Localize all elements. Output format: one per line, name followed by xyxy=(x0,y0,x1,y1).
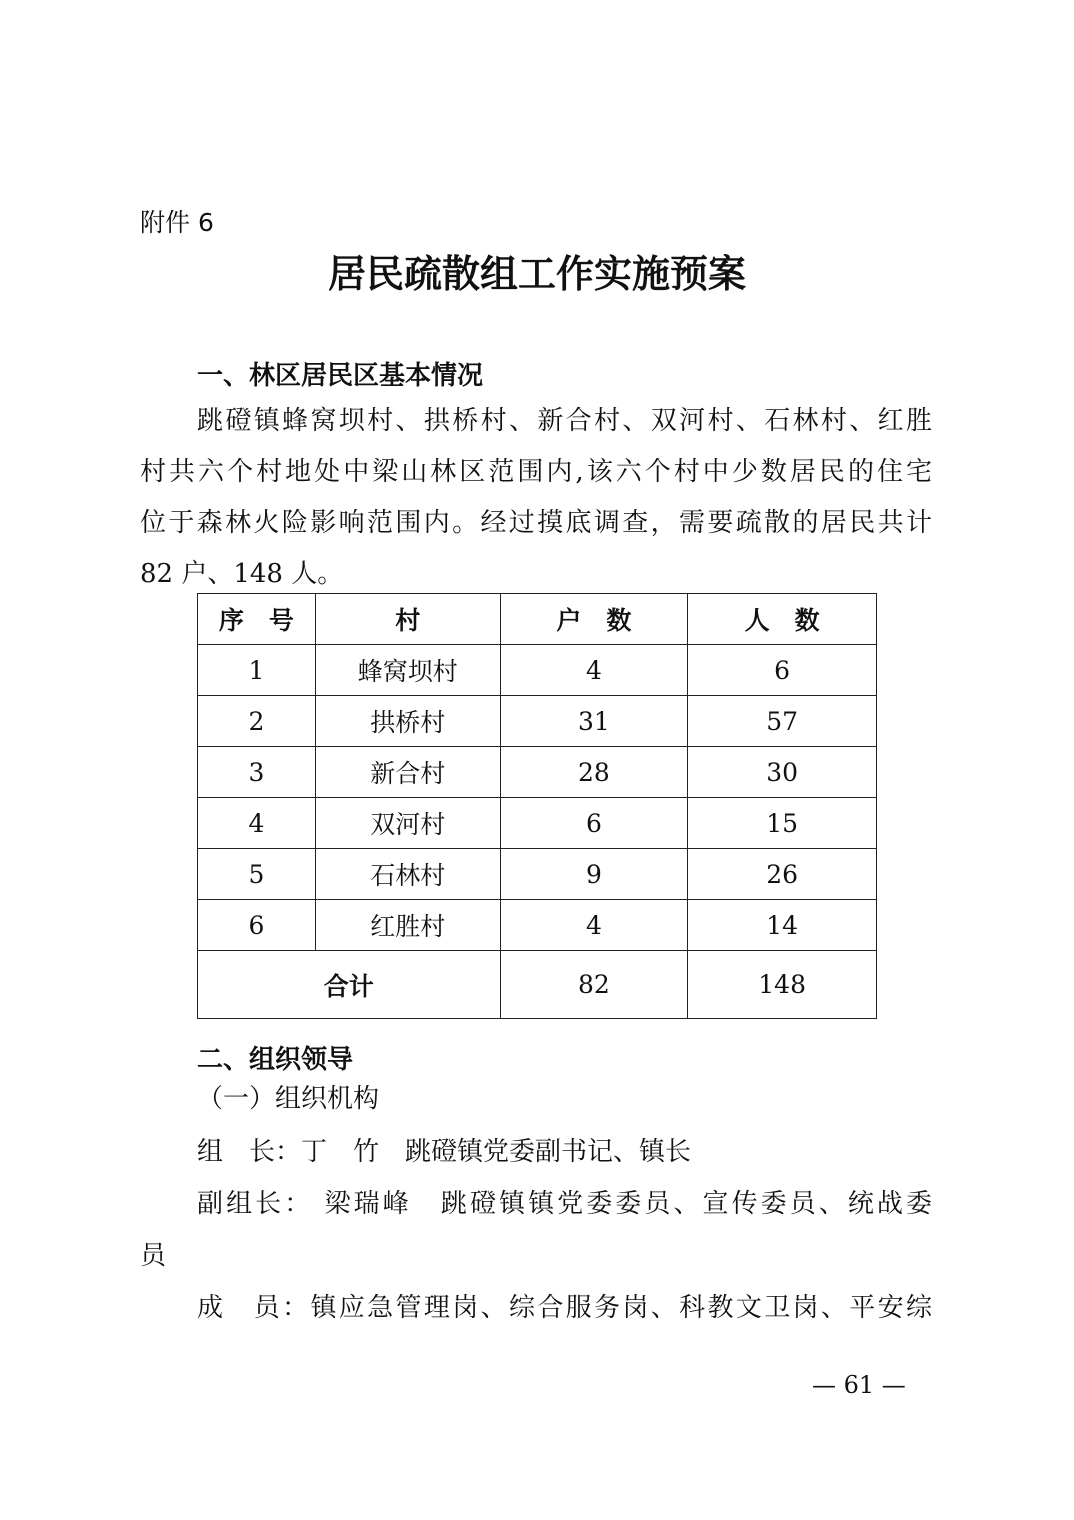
table-row xyxy=(198,849,877,900)
row-households: 4 xyxy=(500,645,688,696)
row-village: 红胜村 xyxy=(315,900,500,951)
table-row xyxy=(198,900,877,951)
table-row xyxy=(198,696,877,747)
row-index: 4 xyxy=(198,798,316,849)
total-people: 148 xyxy=(688,951,877,1019)
row-index: 5 xyxy=(198,849,316,900)
section2-heading: 二、组织领导 xyxy=(197,1045,354,1075)
table-header-row xyxy=(198,594,877,645)
row-households: 9 xyxy=(500,849,688,900)
row-households: 4 xyxy=(500,900,688,951)
header-people: 人 数 xyxy=(688,594,877,645)
deputy-line: 副组长： 梁瑞峰 跳磴镇镇党委委员、宣传委员、统战委 xyxy=(197,1189,932,1219)
section1-heading: 一、林区居民区基本情况 xyxy=(197,361,484,391)
row-people: 57 xyxy=(688,696,877,747)
row-village: 双河村 xyxy=(315,798,500,849)
page-title: 居民疏散组工作实施预案 xyxy=(327,251,746,296)
members-line: 成 员：镇应急管理岗、综合服务岗、科教文卫岗、平安综 xyxy=(197,1293,932,1323)
total-label: 合计 xyxy=(198,951,501,1019)
row-households: 31 xyxy=(500,696,688,747)
paragraph-line: 跳磴镇蜂窝坝村、拱桥村、新合村、双河村、石林村、红胜 xyxy=(197,406,932,436)
paragraph-line: 村共六个村地处中梁山林区范围内,该六个村中少数居民的住宅 xyxy=(140,457,932,487)
row-village: 新合村 xyxy=(315,747,500,798)
row-index: 3 xyxy=(198,747,316,798)
attachment-label: 附件 6 xyxy=(140,208,214,237)
table-row xyxy=(198,645,877,696)
header-index: 序 号 xyxy=(198,594,316,645)
row-people: 26 xyxy=(688,849,877,900)
paragraph-line: 82 户、148 人。 xyxy=(140,559,344,589)
row-village: 拱桥村 xyxy=(315,696,500,747)
row-people: 6 xyxy=(688,645,877,696)
header-households: 户 数 xyxy=(500,594,688,645)
row-people: 30 xyxy=(688,747,877,798)
row-village: 蜂窝坝村 xyxy=(315,645,500,696)
total-households: 82 xyxy=(500,951,688,1019)
table-row xyxy=(198,798,877,849)
row-households: 28 xyxy=(500,747,688,798)
deputy-line-cont: 员 xyxy=(140,1241,167,1271)
row-households: 6 xyxy=(500,798,688,849)
subsection-heading: （一）组织机构 xyxy=(197,1084,380,1114)
row-people: 15 xyxy=(688,798,877,849)
row-index: 2 xyxy=(198,696,316,747)
evacuation-table xyxy=(197,593,877,1019)
table-row xyxy=(198,747,877,798)
table-total-row xyxy=(198,951,877,1019)
paragraph-line: 位于森林火险影响范围内。经过摸底调查，需要疏散的居民共计 xyxy=(140,508,932,538)
row-index: 1 xyxy=(198,645,316,696)
page-number: — 61 — xyxy=(812,1371,906,1399)
row-village: 石林村 xyxy=(315,849,500,900)
row-people: 14 xyxy=(688,900,877,951)
row-index: 6 xyxy=(198,900,316,951)
header-village: 村 xyxy=(315,594,500,645)
leader-line: 组 长：丁 竹 跳磴镇党委副书记、镇长 xyxy=(197,1137,692,1167)
